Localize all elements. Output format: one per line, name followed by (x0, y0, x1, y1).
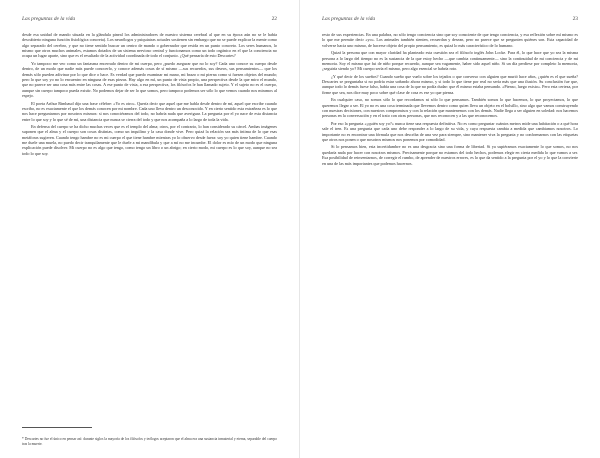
right-running-header (322, 16, 578, 22)
left-page-number: 22 (271, 16, 277, 22)
paragraph: El poeta Arthur Rimbaud dijo una frase célebre: «Yo es otro». Quería decir que aquel que me habla desde dentro de mí, aquel que escribe cuando escribo, no es exactamente el que los demás conocen por mi nombre. Cada uno lleva dentro un desconocido. Y en cierto sentido esta extrañeza es lo que nos hace preguntarnos por nosotros mismos: si nos conociéramos del todo, no habría nada que averiguar. La pregunta por el yo nace de esta distancia entre lo que soy y lo que sé de mí, una distancia que nunca se cierra del todo y que nos acompaña a lo largo de toda la vida. (22, 100, 277, 122)
right-page-body (322, 32, 578, 166)
paragraph: desde esa unidad de mando situada en la glándula pineal los administradores de nuestro sistema cerebral al que en su época aún no se le había descubierto ninguna función fisiológica concreta). Los neurólogos y psiquiatras actuales sostienen sin embargo que no se puede explicar la mente como algo separado del cerebro, y que no tiene sentido buscar un centro de mando o gobernador que resida en un punto concreto. Los seres humanos, lo mismo que otros muchos animales, estamos dotados de un sistema nervioso central y funcionamos como un todo orgánico en el que la conciencia no ocupa un lugar aparte, sino que es el resultado de la actividad coordinada de todo el conjunto. ¿Qué pensaría de esto Descartes? (22, 32, 277, 59)
left-running-head: Las preguntas de la vida (22, 16, 76, 22)
footnote: * Descartes no fue el único en pensar así: durante siglos la mayoría de los filósofos y teólogos aceptaron que el alma era una sustancia inmaterial y eterna, separable del cuerpo tras la muerte. (22, 437, 277, 446)
right-page (300, 0, 600, 458)
paragraph: En cualquier caso, no somos sólo lo que recordamos ni sólo lo que pensamos. También somos lo que hacemos, lo que proyectamos, lo que queremos llegar a ser. El yo no es una cosa terminada que llevemos dentro como quien lleva un objeto en el bolsillo, sino algo que vamos construyendo con nuestras decisiones, con nuestros compromisos y con la relación que mantenemos con los demás. Nadie llega a ser alguien en soledad: nos hacemos personas en la conversación y en el trato con otras personas, que nos reconocen y a las que reconocemos. (322, 97, 578, 119)
paragraph: Quizá la persona que con mayor claridad ha planteado esta cuestión sea el filósofo inglés John Locke. Para él, lo que hace que yo sea la misma persona a lo largo del tiempo no es la sustancia de la que estoy hecho —que cambia continuamente— sino la continuidad de mi conciencia y de mi memoria. Soy el mismo que fui de niño porque recuerdo, aunque sea vagamente, haber sido aquel niño. Si un día perdiese por completo la memoria, ¿seguiría siendo yo? Mi cuerpo sería el mismo, pero algo esencial se habría roto. (322, 50, 578, 72)
right-running-head: Las preguntas de la vida (322, 16, 376, 22)
paragraph: Si lo pensamos bien, esta incertidumbre no es una desgracia sino una forma de libertad. Si ya supiéramos exactamente lo que somos, no nos quedaría nada por hacer con nosotros mismos. Precisamente porque no estamos del todo hechos, podemos elegir en cierta medida lo que vamos a ser. Esa posibilidad de reinventarnos, de corregir el rumbo, de aprender de nuestros errores, es lo que da sentido a la pregunta por el yo y lo que la convierte en una de las más importantes que podemos hacernos. (322, 144, 578, 166)
paragraph: En defensa del cuerpo se ha dicho muchas veces que es el templo del alma; otros, por el contrario, lo han considerado su cárcel. Ambas imágenes suponen que el alma y el cuerpo son cosas distintas, como un inquilino y la casa donde vive. Pero quizá la relación sea más íntima de lo que esas metáforas sugieren. Cuando tengo hambre no es mi cuerpo el que tiene hambre mientras yo lo observo desde fuera: soy yo quien tiene hambre. Cuando me duele una muela, no puedo decir tranquilamente que le duele a mi mandíbula y que a mí no me incumbe. El dolor es mío de un modo que ninguna explicación puede disolver. Mi cuerpo no es algo que tengo, como tengo un libro o un abrigo; en cierto modo, mi cuerpo es lo que soy, aunque no sea todo lo que soy. (22, 124, 277, 156)
paragraph: resto de sus experiencias. En una palabra, no sólo tengo conciencia sino que soy consciente de que tengo conciencia, y esa reflexión sobre mí mismo es lo que me permite decir «yo». Los animales también sienten, recuerdan y desean, pero no parece que se pregunten quiénes son. Esta capacidad de volverse hacia uno mismo, de hacerse objeto del propio pensamiento, es quizá lo más característico de lo humano. (322, 32, 578, 48)
right-page-number: 23 (572, 16, 578, 22)
footnote-rule (22, 427, 92, 428)
left-page-body (22, 32, 277, 156)
paragraph: ¿Y qué decir de los sueños? Cuando sueño que vuelo sobre los tejados o que converso con alguien que murió hace años, ¿quién es el que sueña? Descartes se preguntaba si no podría estar soñando ahora mismo, y si todo lo que tiene por real no sería más que una ilusión. Su conclusión fue que, aunque todo lo demás fuese falso, había una cosa de la que no podía dudar: que él mismo estaba pensando. «Pienso, luego existo». Pero esta certeza, por firme que sea, nos dice muy poco sobre qué clase de cosa es ese yo que piensa. (322, 73, 578, 95)
paragraph: Yo tampoco me veo como un fantasma encerrado dentro de mi cuerpo, pero ¿puedo asegurar que no lo soy? Cada uno conoce su cuerpo desde dentro, de un modo que nadie más puede conocerlo, y conoce además cosas de sí mismo —sus recuerdos, sus deseos, sus pensamientos— que los demás sólo pueden adivinar por lo que dice o hace. Es verdad que puedo examinar mi mano, mi brazo o mi pierna como si fuesen objetos del mundo; pero lo que soy yo no lo encuentro en ninguna de esas piezas. Hay algo en mí, un punto de vista propio, una perspectiva desde la que miro el mundo, que no parece ser una cosa más entre las cosas. A ese punto de vista, a esa perspectiva, los filósofos le han llamado sujeto. Y el sujeto no es el cuerpo, aunque sin cuerpo tampoco pueda existir. No podemos dejar de ser lo que somos, pero tampoco podemos ser sólo lo que vemos cuando nos miramos al espejo. (22, 60, 277, 98)
paragraph: Por eso la pregunta «¿quién soy yo?» nunca tiene una respuesta definitiva. No es como preguntar cuántos metros mide una habitación o a qué hora sale el tren. Es una pregunta que cada uno debe responder a lo largo de su vida, y cuya respuesta cambia a medida que cambiamos nosotros. Lo importante no es encontrar una fórmula que nos describa de una vez para siempre, sino mantener viva la pregunta y no conformarnos con las etiquetas que otros nos ponen o que nosotros mismos nos ponemos por comodidad. (322, 120, 578, 142)
left-running-header (22, 16, 277, 22)
